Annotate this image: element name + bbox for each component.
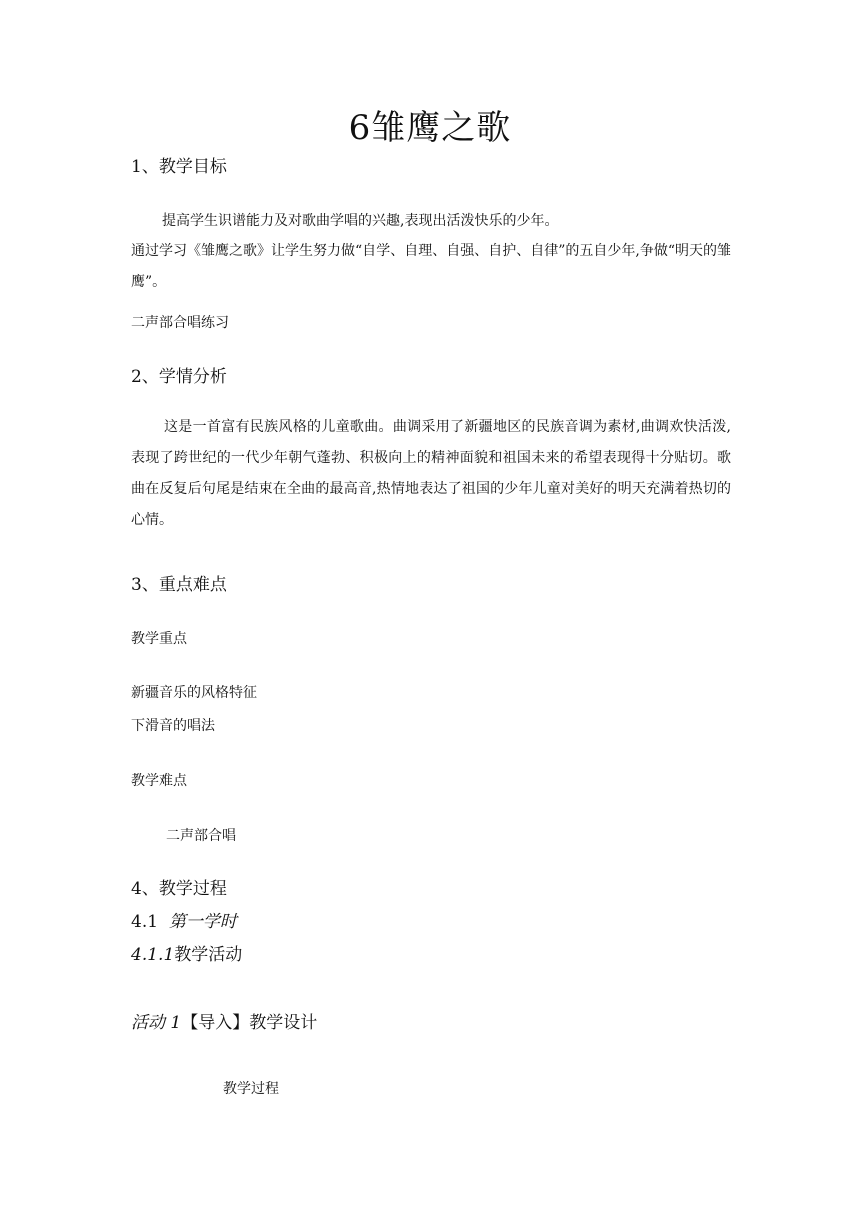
key-points-label: 教学重点 (131, 631, 187, 647)
subsection-4-1 (131, 910, 237, 934)
process-label: 教学过程 (223, 1081, 279, 1097)
section-heading-process: 4、教学过程 (131, 879, 227, 899)
difficulty-label: 教学难点 (131, 773, 187, 789)
analysis-paragraph: 这是一首富有民族风格的儿童歌曲。曲调采用了新疆地区的民族音调为素材,曲调欢快活泼,表现了跨世纪的一代少年朝气蓬勃、积极向上的精神面貌和祖国未来的希望表现得十分贴切。歌曲在反复后句尾是结束在全曲的最高音,热情地表达了祖国的少年儿童对美好的明天充满着热切的心情。 (131, 419, 731, 528)
section-heading-objectives: 1、教学目标 (131, 157, 227, 177)
subsection-4-1-number: 4.1 (131, 912, 159, 932)
subsection-4-1-1 (131, 943, 242, 967)
subsection-4-1-1-title: 教学活动 (174, 945, 243, 965)
key-point-2: 下滑音的唱法 (131, 718, 215, 734)
activity-bracket: 【导入】 (181, 1013, 250, 1033)
subsection-4-1-title: 第一学时 (168, 912, 237, 932)
activity-prefix: 活动 1 (131, 1013, 182, 1033)
activity-title: 教学设计 (249, 1013, 318, 1033)
section-heading-analysis: 2、学情分析 (131, 367, 227, 387)
difficulty-point-1: 二声部合唱 (166, 828, 236, 844)
section-heading-key-points: 3、重点难点 (131, 575, 227, 595)
objective-line-2: 通过学习《雏鹰之歌》让学生努力做“自学、自理、自强、自护、自律”的五自少年,争做“明天的雏鹰”。 (131, 243, 731, 290)
activity-heading (131, 1011, 317, 1035)
objective-line-1: 提高学生识谱能力及对歌曲学唱的兴趣,表现出活泼快乐的少年。 (162, 213, 559, 229)
key-point-1: 新疆音乐的风格特征 (131, 685, 257, 701)
subsection-4-1-1-number: 4.1.1 (131, 945, 175, 965)
objective-line-3: 二声部合唱练习 (131, 315, 229, 331)
document-title: 6雏鹰之歌 (348, 108, 512, 148)
